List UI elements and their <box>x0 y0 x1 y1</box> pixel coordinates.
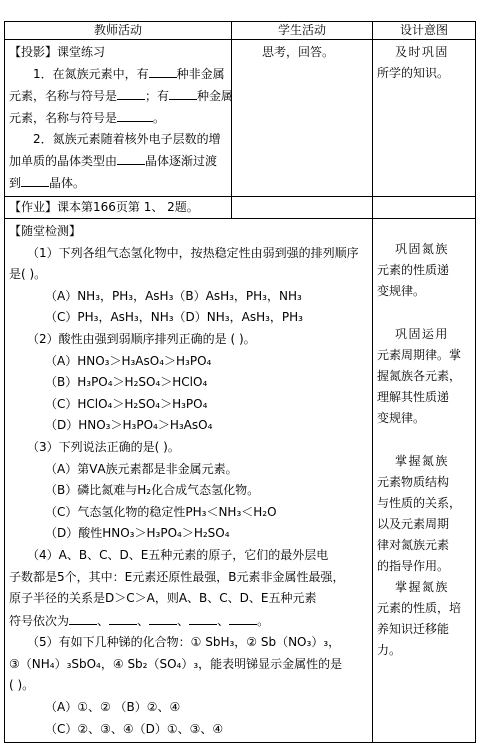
blank <box>169 85 197 100</box>
q1-option: （A）NH₃，PH₃，AsH₃（B）AsH₃，PH₃，NH₃ <box>45 288 302 303</box>
projection-title: 【投影】课堂练习 <box>9 45 106 59</box>
q5-line: （5）有如下几种锑的化合物：① SbH₃，② Sb（NO₃）₃， <box>27 635 341 650</box>
design-text: 以及元素周期 <box>377 517 450 531</box>
blank <box>149 610 177 625</box>
design-text: 元素物质结构 <box>377 475 450 489</box>
q2-option: （A）HNO₃＞H₃AsO₄＞H₃PO₄ <box>45 353 212 368</box>
practice-q1-line1: 1．在氮族元素中，有 种非金属 <box>9 63 227 85</box>
design-text: 握氮族各元素， <box>377 369 462 383</box>
blank <box>229 610 257 625</box>
blank <box>117 150 145 165</box>
q2-option: （C）HClO₄＞H₂SO₄＞H₃PO₄ <box>45 396 208 411</box>
homework-design-cell <box>373 197 476 219</box>
design-text: 律对氮族元素 <box>377 538 450 552</box>
blank <box>149 63 177 78</box>
practice-q1-line2: 元素，名称与符号是 ；有 种金属 <box>9 85 227 107</box>
q5-line: ( )。 <box>9 678 35 693</box>
header-row <box>5 22 476 40</box>
design-text: 掌握氮族 <box>395 454 449 468</box>
lesson-plan-table <box>4 21 476 743</box>
q2-option: （B）H₃PO₄＞H₂SO₄＞HClO₄ <box>45 375 208 390</box>
q3-stem: （3）下列说法正确的是( )。 <box>27 439 180 454</box>
design-text: 巩固运用 <box>395 327 449 341</box>
blank <box>69 610 97 625</box>
q3-option: （B）磷比氮难与H₂化合成气态氢化物。 <box>45 483 260 498</box>
quiz-design-cell <box>373 219 476 743</box>
q5-line: ③（NH₄）₃SbO₄，④ Sb₂（SO₄）₃，能表明锑显示金属性的是 <box>9 656 343 671</box>
blank <box>189 610 217 625</box>
practice-student-cell: 思考，回答。 <box>232 40 373 197</box>
q5-option: （C）②、③、④（D）①、③、④ <box>45 721 224 736</box>
practice-q2-line2: 加单质的晶体类型由 晶体逐渐过渡 <box>9 150 227 172</box>
quiz-title: 【随堂检测】 <box>9 224 82 238</box>
q1-stem-b: 是( )。 <box>9 267 47 282</box>
q2-option: （D）HNO₃＞H₃PO₄＞H₃AsO₄ <box>45 418 213 433</box>
homework-row <box>5 197 476 219</box>
header-design: 设计意图 <box>373 22 476 40</box>
quiz-cell <box>5 219 373 743</box>
design-text: 巩固氮族 <box>395 242 449 256</box>
practice-q2-line3: 到 晶体。 <box>9 172 227 194</box>
design-text: 变规律。 <box>377 284 426 298</box>
homework-cell: 【作业】课本第166页第 1、 2题。 <box>5 197 232 219</box>
design-text: 力。 <box>377 643 402 657</box>
design-text: 理解其性质递 <box>377 390 450 404</box>
design-text: 与性质的关系， <box>377 496 462 510</box>
q1-stem-a: （1）下列各组气态氢化物中，按热稳定性由弱到强的排列顺序 <box>27 245 359 260</box>
q2-stem: （2）酸性由强到弱顺序排列正确的是 ( )。 <box>27 331 256 346</box>
q3-option: （D）酸性HNO₃＞H₃PO₄＞H₂SO₄ <box>45 526 230 541</box>
q4-line: 原子半径的关系是D＞C＞A，则A、B、C、D、E五种元素 <box>9 591 317 606</box>
design-text: 养知识迁移能 <box>377 622 450 636</box>
blank <box>109 610 137 625</box>
practice-teacher-cell <box>5 40 232 197</box>
practice-q1-line3: 元素，名称与符号是 。 <box>9 107 227 129</box>
blank <box>117 85 145 100</box>
q1-option: （C）PH₃，AsH₃，NH₃（D）NH₃，AsH₃，PH₃ <box>45 310 303 325</box>
q4-line: （4）A、B、C、D、E五种元素的原子，它们的最外层电 <box>27 547 329 562</box>
design-text: 变规律。 <box>377 411 426 425</box>
q3-option: （A）第ⅤA族元素都是非金属元素。 <box>45 461 238 476</box>
design-text: 的指导作用。 <box>377 559 450 573</box>
practice-row <box>5 40 476 197</box>
quiz-row <box>5 219 476 743</box>
design-text: 掌握氮族 <box>395 580 449 594</box>
header-student: 学生活动 <box>232 22 373 40</box>
practice-design-cell: 及时巩固 所学的知识。 <box>373 40 476 197</box>
header-teacher: 教师活动 <box>5 22 232 40</box>
design-text: 元素周期律。掌 <box>377 348 462 362</box>
q3-option: （C）气态氢化物的稳定性PH₃＜NH₃＜H₂O <box>45 504 277 519</box>
practice-q2-line1: 2．氮族元素随着核外电子层数的增 <box>33 132 221 146</box>
homework-student-cell <box>232 197 373 219</box>
design-text: 元素的性质递 <box>377 263 450 277</box>
q4-line: 符号依次为 、 、 、 、 。 <box>9 610 368 633</box>
design-text: 元素的性质，培 <box>377 601 462 615</box>
q4-line: 子数都是5个，其中：E元素还原性最强，B元素非金属性最强， <box>9 569 345 584</box>
q5-option: （A）①、② （B）②、④ <box>45 700 181 715</box>
blank <box>117 107 153 122</box>
blank <box>21 172 49 187</box>
